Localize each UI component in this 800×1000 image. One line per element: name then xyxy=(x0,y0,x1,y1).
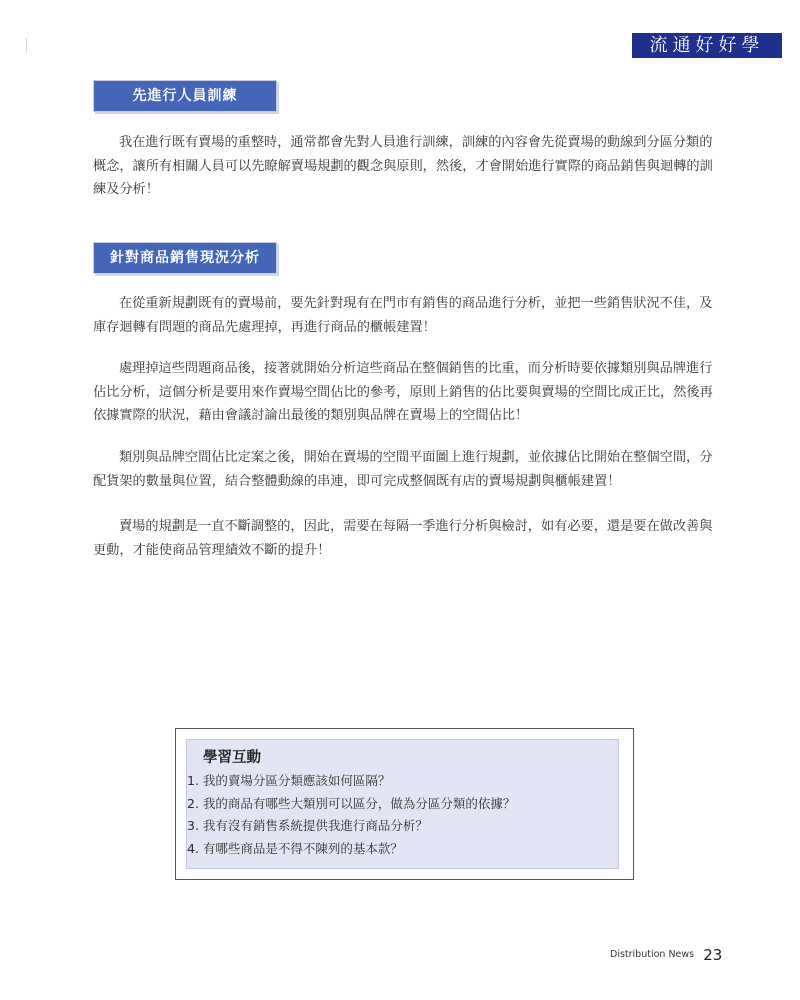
learning-interaction-panel xyxy=(186,739,619,869)
section-heading-staff-training: 先進行人員訓練 xyxy=(93,80,277,112)
column-title-tab: 流通好好學 xyxy=(632,33,782,58)
question-list xyxy=(187,770,515,860)
page-number: 23 xyxy=(703,945,723,964)
page-corner-mark xyxy=(26,38,27,52)
paragraph-sales-analysis-4: 賣場的規劃是一直不斷調整的，因此，需要在每隔一季進行分析與檢討，如有必要，還是要在做改善與更動，才能使商品管理績效不斷的提升！ xyxy=(93,519,713,558)
learning-interaction-title: 學習互動 xyxy=(203,750,261,766)
paragraph-sales-analysis-2: 處理掉這些問題商品後，接著就開始分析這些商品在整個銷售的比重，而分析時要依據類別與品牌進行佔比分析，這個分析是要用來作賣場空間佔比的參考，原則上銷售的佔比要與賣場的空間比成正比，然後再依據實際的狀況，藉由會議討論出最後的類別與品牌在賣場上的空間佔比！ xyxy=(93,361,713,423)
question-item: 4. 有哪些商品是不得不陳列的基本款？ xyxy=(187,840,403,856)
paragraph-staff-training: 我在進行既有賣場的重整時，通常都會先對人員進行訓練，訓練的內容會先從賣場的動線到分區分類的概念，讓所有相關人員可以先瞭解賣場規劃的觀念與原則，然後，才會開始進行實際的商品銷售與迴轉的訓練及分析！ xyxy=(93,135,713,197)
paragraph-sales-analysis-3: 類別與品牌空間佔比定案之後，開始在賣場的空間平面圖上進行規劃，並依據佔比開始在整個空間，分配貨架的數量與位置，結合整體動線的串連，即可完成整個既有店的賣場規劃與櫃帳建置！ xyxy=(93,450,713,489)
publication-name: Distribution News xyxy=(610,949,695,960)
paragraph-sales-analysis-1: 在從重新規劃既有的賣場前，要先針對現有在門市有銷售的商品進行分析，並把一些銷售狀況不佳，及庫存迴轉有問題的商品先處理掉，再進行商品的櫃帳建置！ xyxy=(93,296,713,335)
section-heading-sales-analysis: 針對商品銷售現況分析 xyxy=(93,242,277,274)
question-item: 3. 我有沒有銷售系統提供我進行商品分析？ xyxy=(187,818,428,833)
question-item: 1. 我的賣場分區分類應該如何區隔？ xyxy=(187,773,391,788)
question-item: 2. 我的商品有哪些大類別可以區分，做為分區分類的依據？ xyxy=(187,795,516,811)
page-footer xyxy=(610,944,722,964)
learning-interaction-box xyxy=(175,728,634,880)
